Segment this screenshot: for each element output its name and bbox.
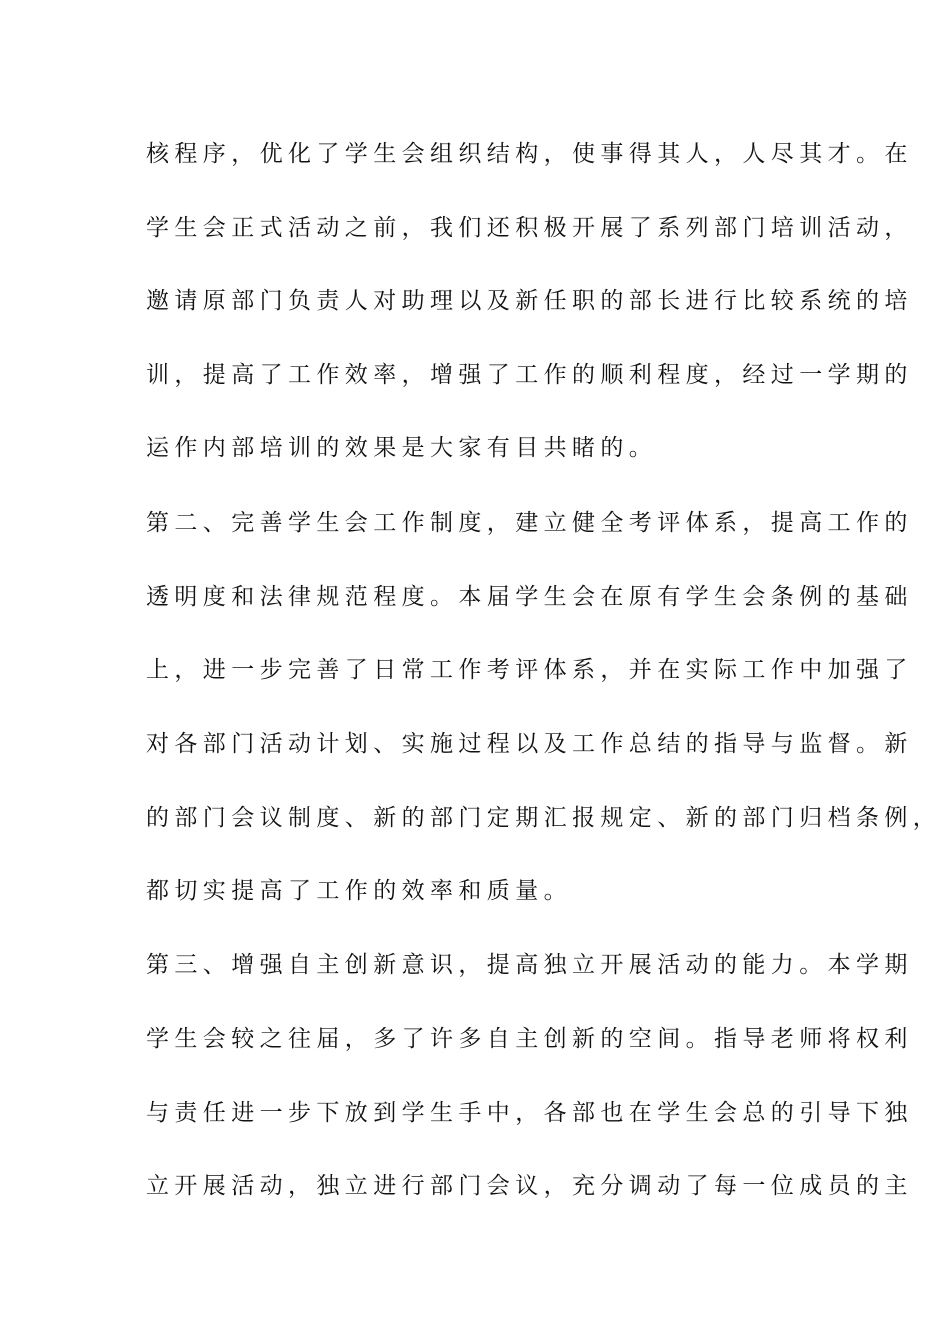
text-line: 立开展活动，独立进行部门会议，充分调动了每一位成员的主 — [146, 1173, 913, 1199]
text-line: 核程序，优化了学生会组织结构，使事得其人，人尽其才。在 — [146, 141, 913, 167]
text-line: 上，进一步完善了日常工作考评体系，并在实际工作中加强了 — [146, 657, 913, 683]
text-line: 透明度和法律规范程度。本届学生会在原有学生会条例的基础 — [146, 584, 913, 610]
text-line: 学生会较之往届，多了许多自主创新的空间。指导老师将权利 — [146, 1026, 913, 1052]
text-line: 运作内部培训的效果是大家有目共睹的。 — [146, 435, 658, 461]
text-line: 邀请原部门负责人对助理以及新任职的部长进行比较系统的培 — [146, 288, 913, 314]
text-line: 学生会正式活动之前，我们还积极开展了系列部门培训活动， — [146, 215, 913, 241]
text-line: 对各部门活动计划、实施过程以及工作总结的指导与监督。新 — [146, 731, 913, 757]
text-line: 的部门会议制度、新的部门定期汇报规定、新的部门归档条例， — [146, 805, 942, 831]
text-line: 第三、增强自主创新意识，提高独立开展活动的能力。本学期 — [146, 952, 913, 978]
text-line: 都切实提高了工作的效率和质量。 — [146, 878, 572, 904]
text-line: 与责任进一步下放到学生手中，各部也在学生会总的引导下独 — [146, 1100, 913, 1126]
text-line: 训，提高了工作效率，增强了工作的顺利程度，经过一学期的 — [146, 362, 913, 388]
text-line: 第二、完善学生会工作制度，建立健全考评体系，提高工作的 — [146, 510, 913, 536]
